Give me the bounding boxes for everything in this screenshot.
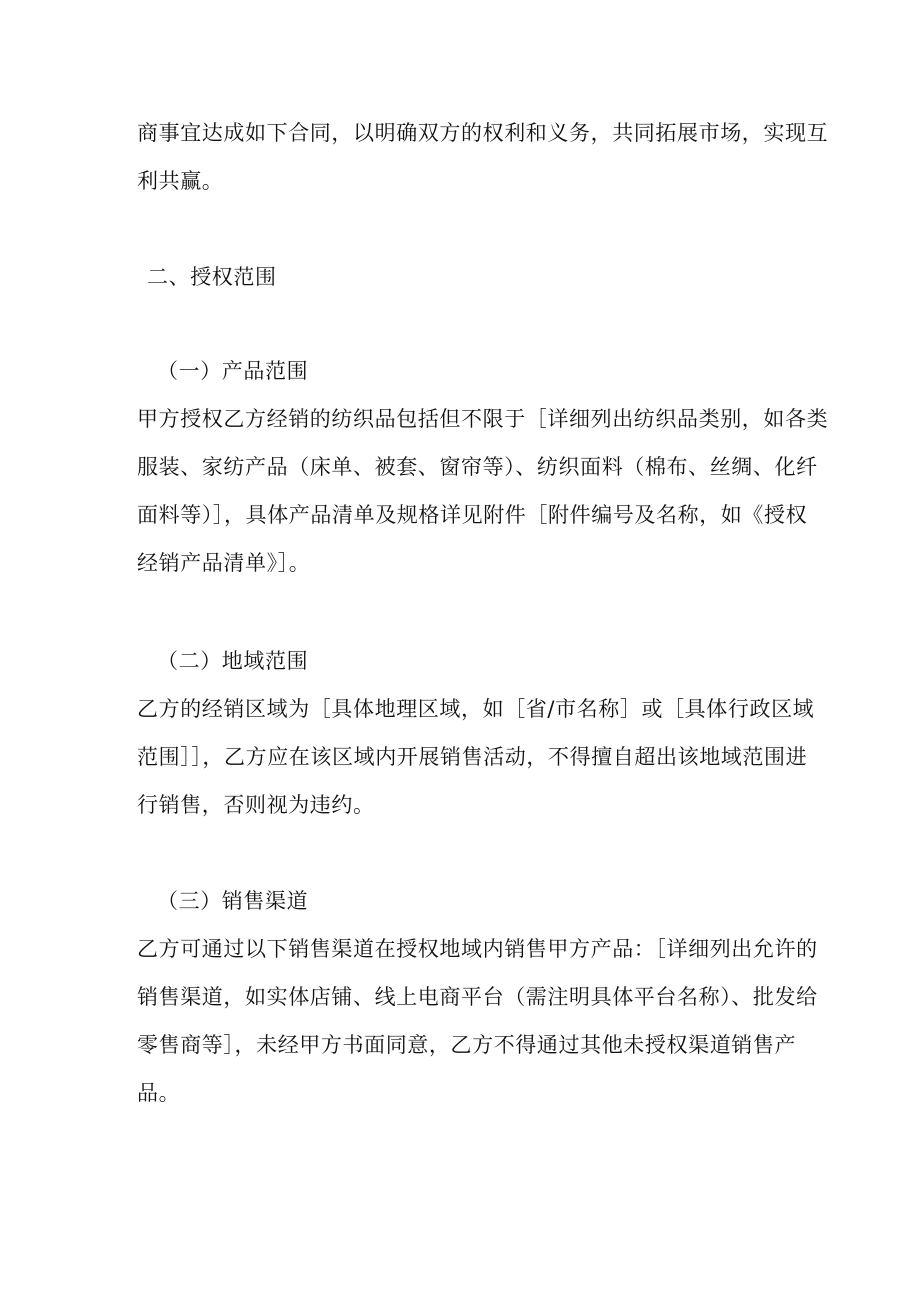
region-paragraph-line-3: 行销售，否则视为违约。 <box>137 793 375 817</box>
product-paragraph-line-2: 服装、家纺产品（床单、被套、窗帘等）、纺织面料（棉布、丝绸、化纤 <box>137 455 818 479</box>
intro-line-1: 商事宜达成如下合同，以明确双方的权利和义务，共同拓展市场，实现互 <box>137 121 829 145</box>
subsection-heading-channel: （三）销售渠道 <box>157 889 309 913</box>
product-paragraph-line-3: 面料等）］，具体产品清单及规格详见附件［附件编号及名称，如《授权 <box>137 503 808 527</box>
section-heading: 二、授权范围 <box>147 265 277 289</box>
channel-paragraph-line-4: 品。 <box>137 1081 181 1105</box>
region-paragraph-line-1: 乙方的经销区域为［具体地理区域，如［省/市名称］或［具体行政区域 <box>137 697 815 721</box>
channel-paragraph-line-1: 乙方可通过以下销售渠道在授权地域内销售甲方产品：［详细列出允许的 <box>137 937 818 961</box>
product-paragraph-line-1: 甲方授权乙方经销的纺织品包括但不限于［详细列出纺织品类别，如各类 <box>137 407 829 431</box>
channel-paragraph-line-3: 零售商等］，未经甲方书面同意，乙方不得通过其他未授权渠道销售产 <box>137 1033 797 1057</box>
intro-line-2: 利共赢。 <box>137 169 224 193</box>
region-paragraph-line-2: 范围］］，乙方应在该区域内开展销售活动，不得擅自超出该地域范围进 <box>137 745 808 769</box>
subsection-heading-product: （一）产品范围 <box>157 359 309 383</box>
subsection-heading-region: （二）地域范围 <box>157 649 309 673</box>
channel-paragraph-line-2: 销售渠道，如实体店铺、线上电商平台（需注明具体平台名称）、批发给 <box>137 985 818 1009</box>
product-paragraph-line-4: 经销产品清单》］。 <box>137 551 311 575</box>
